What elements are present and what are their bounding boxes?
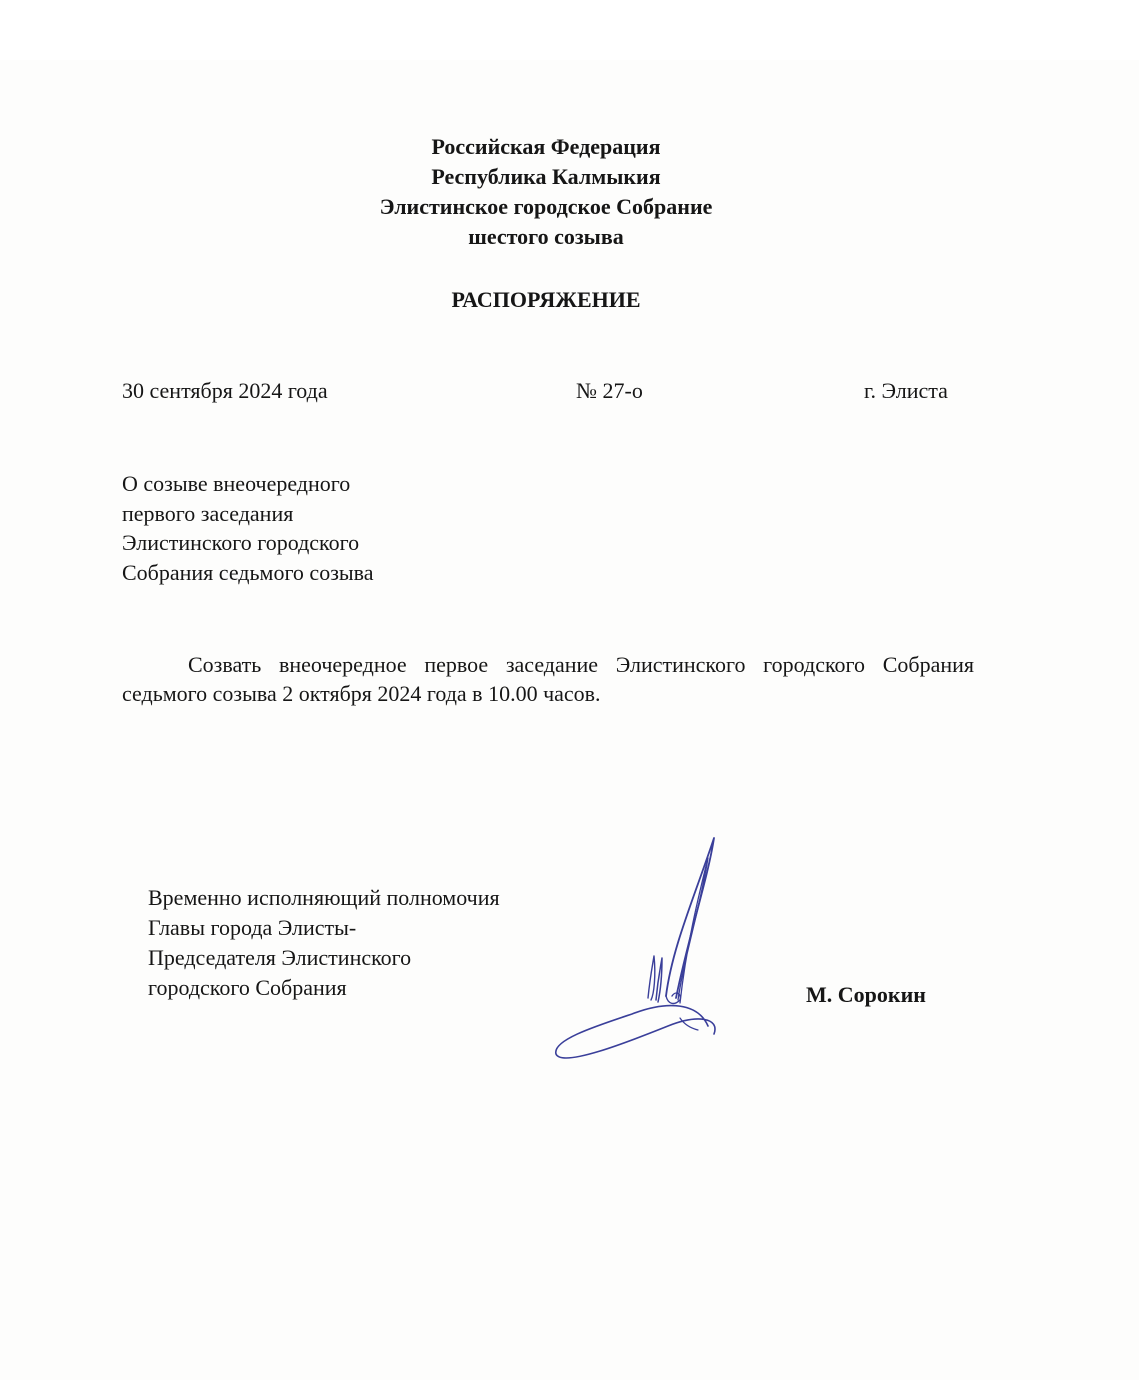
- document-body: Созвать внеочередное первое заседание Элистинского городского Собрания седьмого созыва 2 октября 2024 года в 10.00 часов.: [122, 652, 974, 706]
- header-country: Российская Федерация: [431, 134, 661, 159]
- subject-line: Элистинского городского: [122, 530, 360, 555]
- document-header: [0, 132, 1092, 252]
- document-city: г. Элиста: [864, 378, 948, 403]
- signer-line: городского Собрания: [148, 975, 347, 1000]
- signer-line: Временно исполняющий полномочия: [148, 885, 500, 910]
- header-assembly: Элистинское городское Собрание: [379, 194, 713, 219]
- document-number: № 27-о: [576, 378, 643, 403]
- document-type-title: РАСПОРЯЖЕНИЕ: [451, 287, 641, 312]
- signer-name: М. Сорокин: [806, 982, 926, 1007]
- document-subject: [122, 469, 374, 587]
- signature-icon: [548, 828, 748, 1064]
- signer-line: Председателя Элистинского: [148, 945, 412, 970]
- subject-line: Собрания седьмого созыва: [122, 559, 374, 585]
- header-republic: Республика Калмыкия: [431, 164, 661, 189]
- signer-line: Главы города Элисты-: [148, 915, 357, 940]
- header-convocation: шестого созыва: [468, 224, 624, 249]
- signer-position: [148, 883, 500, 1003]
- subject-line: первого заседания: [122, 500, 294, 526]
- document-date: 30 сентября 2024 года: [122, 378, 328, 403]
- subject-line: О созыве внеочередного: [122, 471, 351, 496]
